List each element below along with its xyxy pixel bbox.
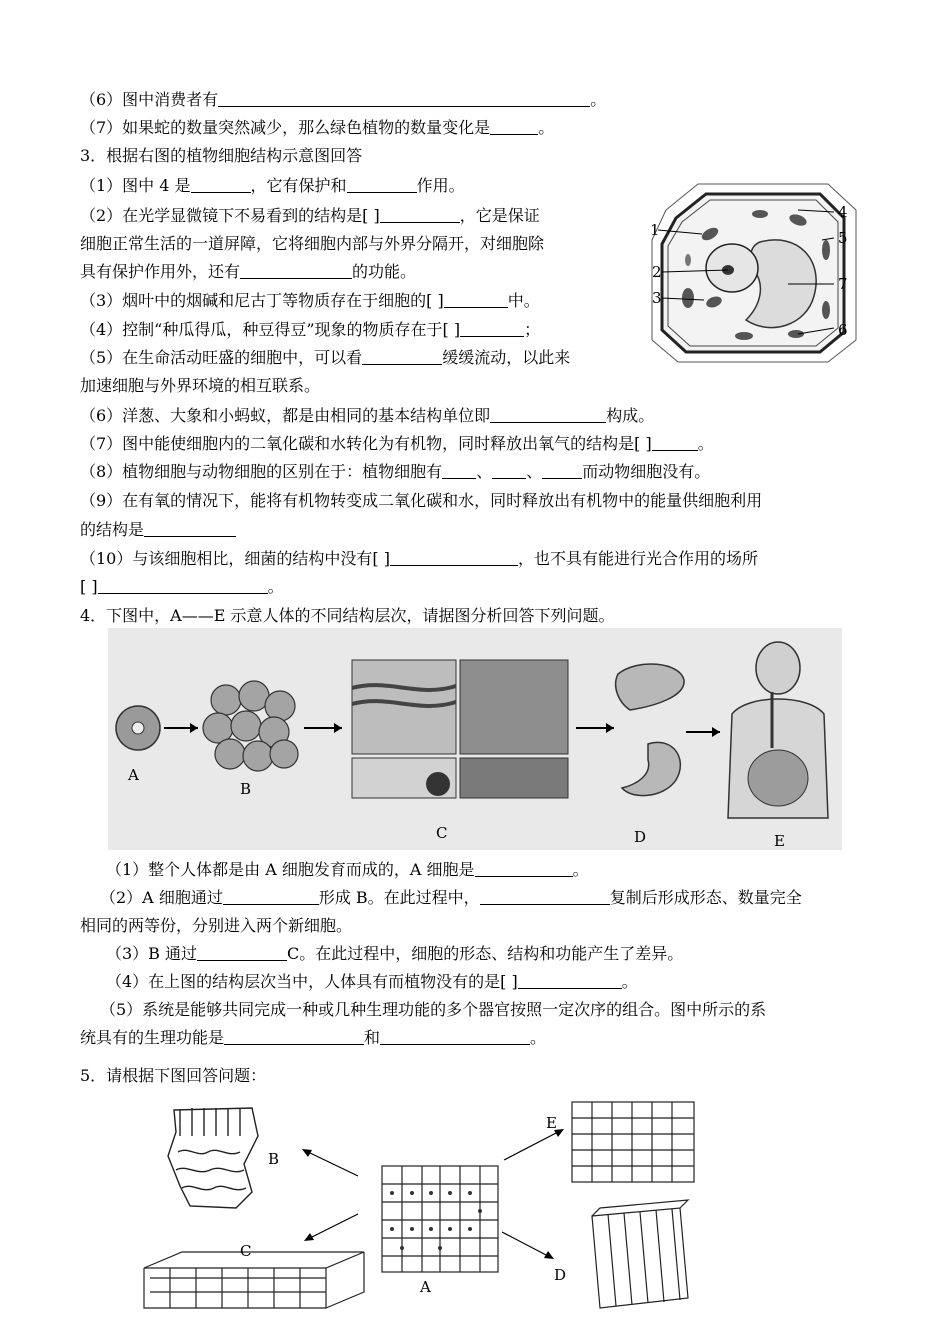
answer-blank[interactable] bbox=[347, 176, 417, 193]
answer-blank[interactable] bbox=[490, 118, 538, 135]
answer-blank[interactable] bbox=[444, 291, 508, 308]
q3-item-2-cont: 细胞正常生活的一道屏障，它将细胞内部与外界分隔开，对细胞除 bbox=[80, 234, 545, 253]
answer-blank[interactable] bbox=[197, 944, 287, 961]
tissue-A bbox=[382, 1166, 498, 1272]
q3-item-3: （3）烟叶中的烟碱和尼古丁等物质存在于细胞的[ ] 中。 bbox=[80, 291, 540, 310]
answer-blank[interactable] bbox=[362, 348, 442, 365]
level-label-A: A bbox=[128, 766, 139, 784]
q3-item-2-end: 具有保护作用外，还有 的功能。 bbox=[80, 262, 417, 281]
tissue-label-C: C bbox=[240, 1242, 252, 1260]
answer-blank[interactable] bbox=[518, 972, 622, 989]
body-levels-diagram bbox=[108, 628, 842, 850]
answer-blank[interactable] bbox=[390, 549, 518, 566]
q3-title: 3．根据右图的植物细胞结构示意图回答 bbox=[80, 146, 363, 165]
q3-item-9: （9）在有氧的情况下，能将有机物转变成二氧化碳和水，同时释放出有机物中的能量供细胞利用 bbox=[80, 491, 763, 510]
level-label-E: E bbox=[774, 832, 785, 850]
answer-blank[interactable] bbox=[240, 262, 352, 279]
tissue-label-D: D bbox=[554, 1266, 567, 1284]
q3-item-10-cont: [ ] 。 bbox=[80, 577, 284, 596]
q4-item-1: （1）整个人体都是由 A 细胞发育而成的，A 细胞是 。 bbox=[106, 860, 589, 879]
level-label-D: D bbox=[634, 828, 647, 846]
q2-item-7: （7）如果蛇的数量突然减少，那么绿色植物的数量变化是 。 bbox=[80, 118, 555, 137]
cell-label-5: 5 bbox=[838, 229, 848, 247]
q3-item-8: （8）植物细胞与动物细胞的区别在于：植物细胞有 、 、 而动物细胞没有。 bbox=[80, 462, 711, 481]
tissue-B bbox=[168, 1108, 258, 1208]
answer-blank[interactable] bbox=[98, 577, 268, 594]
answer-blank[interactable] bbox=[652, 434, 698, 451]
q5-title: 5．请根据下图回答问题： bbox=[80, 1066, 267, 1085]
q4-item-5: （5）系统是能够共同完成一种或几种生理功能的多个器官按照一定次序的组合。图中所示的系 bbox=[100, 1000, 767, 1019]
tissue-label-E: E bbox=[546, 1114, 557, 1132]
q4-item-5-cont: 统具有的生理功能是 和 。 bbox=[80, 1028, 547, 1047]
cell-label-6: 6 bbox=[838, 321, 848, 339]
answer-blank[interactable] bbox=[380, 1028, 530, 1045]
q2-item-6: （6）图中消费者有 。 bbox=[80, 90, 607, 109]
q4-title: 4．下图中，A——E 示意人体的不同结构层次，请据图分析回答下列问题。 bbox=[80, 606, 615, 625]
cell-cluster bbox=[203, 681, 298, 771]
answer-blank[interactable] bbox=[490, 406, 606, 423]
answer-blank[interactable] bbox=[460, 320, 524, 337]
q3-item-1: （1）图中 4 是 ，它有保护和 作用。 bbox=[80, 176, 465, 195]
q3-item-2: （2）在光学显微镜下不易看到的结构是[ ] ，它是保证 bbox=[80, 206, 540, 225]
q4-item-4: （4）在上图的结构层次当中，人体具有而植物没有的是[ ] 。 bbox=[106, 972, 638, 991]
answer-blank[interactable] bbox=[218, 90, 590, 107]
q3-item-5-cont: 加速细胞与外界环境的相互联系。 bbox=[80, 376, 321, 395]
plant-cell-diagram bbox=[648, 180, 860, 365]
cell-label-2: 2 bbox=[652, 263, 662, 281]
answer-blank[interactable] bbox=[492, 462, 526, 479]
cell-label-7: 7 bbox=[838, 275, 848, 293]
cell-label-1: 1 bbox=[650, 221, 660, 239]
q3-item-9-cont: 的结构是 bbox=[80, 518, 236, 542]
tissue-E bbox=[572, 1102, 694, 1182]
level-label-B: B bbox=[240, 780, 252, 798]
q4-item-3: （3）B 通过 C。在此过程中，细胞的形态、结构和功能产生了差异。 bbox=[106, 944, 684, 963]
tissue-label-B: B bbox=[268, 1150, 280, 1168]
q3-item-10: （10）与该细胞相比，细菌的结构中没有[ ] ，也不具有能进行光合作用的场所 bbox=[80, 549, 758, 568]
tissue-D bbox=[592, 1200, 688, 1308]
q3-item-5: （5）在生命活动旺盛的细胞中，可以看 缓缓流动，以此来 bbox=[80, 348, 571, 367]
answer-blank[interactable] bbox=[144, 520, 236, 537]
tissue-label-A: A bbox=[420, 1278, 431, 1296]
q4-item-2-cont: 相同的两等份，分别进入两个新细胞。 bbox=[80, 916, 353, 935]
answer-blank[interactable] bbox=[442, 462, 476, 479]
answer-blank[interactable] bbox=[380, 206, 460, 223]
q3-item-6: （6）洋葱、大象和小蚂蚁，都是由相同的基本结构单位即 构成。 bbox=[80, 406, 655, 425]
answer-blank[interactable] bbox=[191, 176, 251, 193]
answer-blank[interactable] bbox=[475, 860, 573, 877]
cell-label-3: 3 bbox=[652, 289, 662, 307]
q3-item-7: （7）图中能使细胞内的二氧化碳和水转化为有机物，同时释放出氧气的结构是[ ] 。 bbox=[80, 434, 714, 453]
plant-tissue-diagram bbox=[140, 1096, 710, 1316]
q3-item-4: （4）控制“种瓜得瓜，种豆得豆”现象的物质存在于[ ] ； bbox=[80, 320, 541, 339]
answer-blank[interactable] bbox=[224, 1028, 364, 1045]
tissue-C bbox=[144, 1252, 364, 1308]
answer-blank[interactable] bbox=[480, 888, 610, 905]
answer-blank[interactable] bbox=[542, 462, 582, 479]
q4-item-2: （2）A 细胞通过 形成 B。在此过程中， 复制后形成形态、数量完全 bbox=[100, 888, 802, 907]
answer-blank[interactable] bbox=[223, 888, 319, 905]
level-label-C: C bbox=[436, 824, 448, 842]
cell-label-4: 4 bbox=[838, 203, 848, 221]
